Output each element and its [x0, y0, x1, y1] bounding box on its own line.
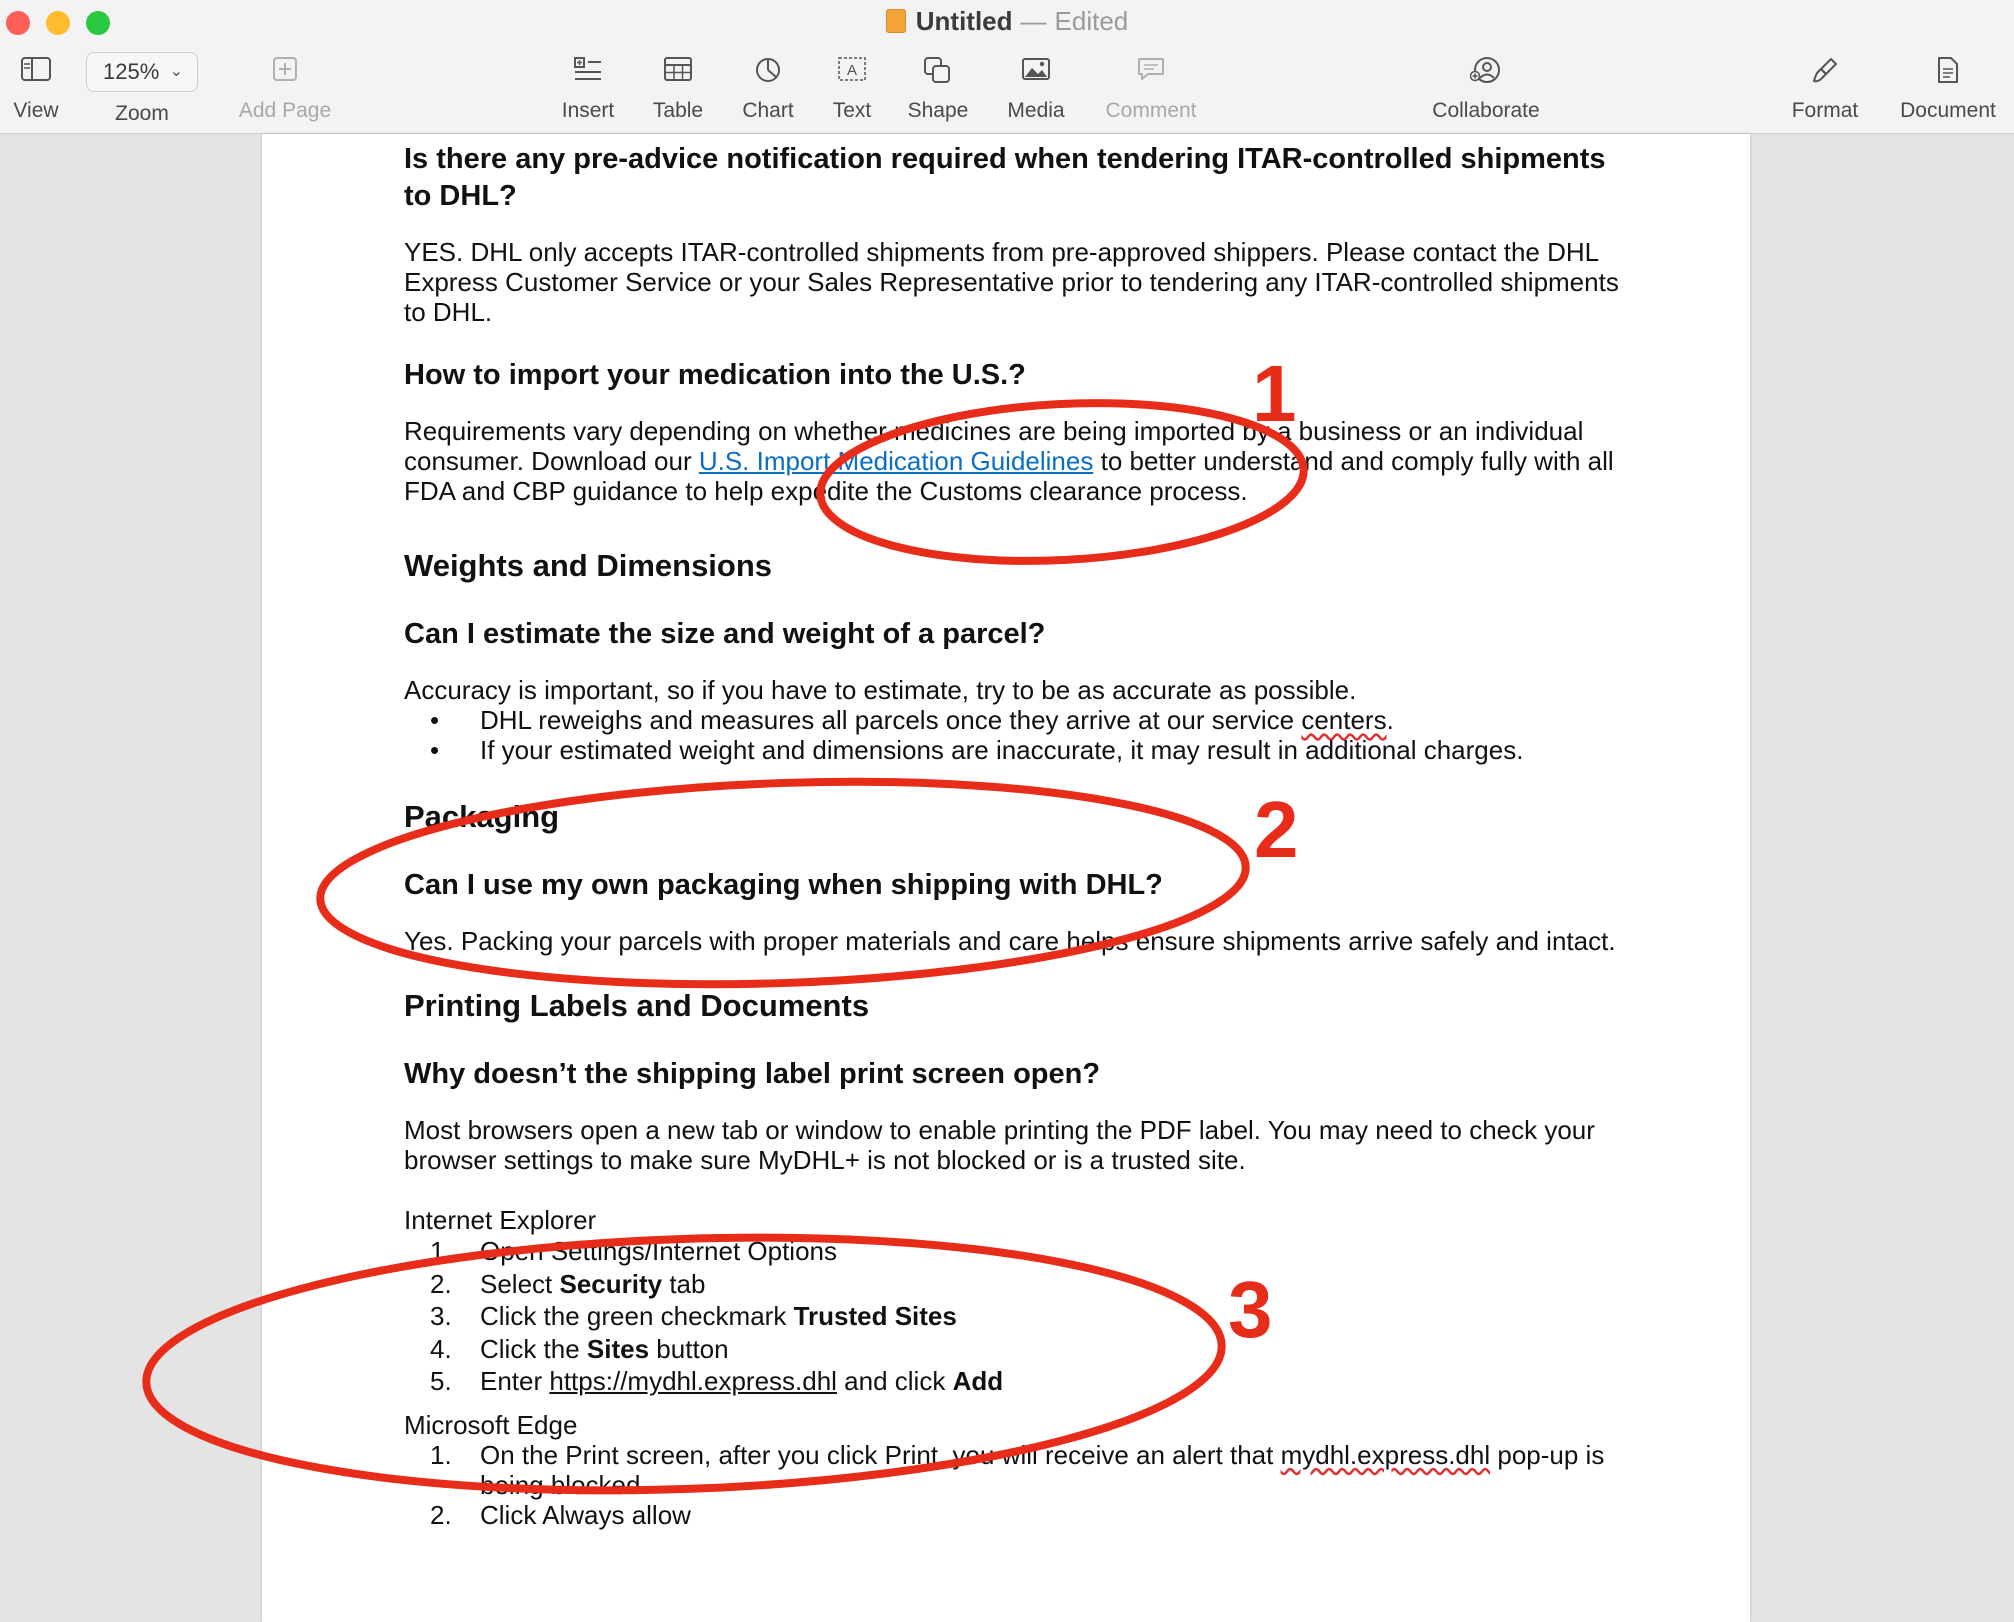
document-label: Document: [1900, 99, 1996, 122]
document-page[interactable]: [262, 134, 1750, 1622]
printing-answer: Most browsers open a new tab or window to enable printing the PDF label. You may need to check your browser settings to make sure MyDHL+ is not blocked or is a trusted site.: [404, 1115, 1595, 1175]
collaborate-label: Collaborate: [1432, 99, 1540, 122]
format-label: Format: [1791, 99, 1859, 122]
paintbrush-icon: [1811, 56, 1839, 84]
step-text-mid: and click: [836, 1366, 953, 1396]
insert-label: Insert: [561, 99, 615, 122]
photo-icon: [1021, 56, 1051, 82]
weights-heading: Weights and Dimensions: [404, 548, 773, 583]
spelling-flagged-word: mydhl.express.dhl: [1280, 1439, 1491, 1470]
step-number: 1.: [430, 1236, 452, 1266]
step-number: 3.: [430, 1301, 452, 1331]
edge-title: Microsoft Edge: [404, 1409, 578, 1440]
insert-button[interactable]: [548, 56, 628, 124]
annotation-number-3: 3: [1228, 1265, 1273, 1354]
table-label: Table: [652, 99, 704, 122]
packaging-answer: Yes. Packing your parcels with proper materials and care helps ensure shipments arrive safely and intact.: [404, 926, 1616, 956]
bullet-text: DHL reweighs and measures all parcels once they arrive at our service: [480, 705, 1295, 735]
pages-document-icon: [886, 9, 906, 33]
list-item: [404, 1333, 1634, 1366]
step-text: Click the: [480, 1333, 587, 1364]
import-medication-guidelines-link[interactable]: U.S. Import Medication Guidelines: [698, 446, 1094, 476]
list-item: [404, 1365, 1634, 1398]
step-text: On the Print screen, after you click Print, you will receive an alert that: [480, 1439, 1274, 1470]
step-number: 4.: [430, 1333, 452, 1364]
list-item: [404, 1300, 1634, 1333]
step-number: 1.: [430, 1439, 452, 1470]
spelling-flagged-word: centers: [1301, 705, 1387, 735]
step-text-end: tab: [662, 1268, 706, 1299]
list-item: [404, 1500, 1634, 1530]
step-text-end: button: [649, 1333, 729, 1364]
medication-answer: [404, 416, 1634, 506]
svg-text:A: A: [846, 62, 858, 79]
window-title: Untitled: [915, 6, 1013, 36]
list-item: [404, 1440, 1620, 1500]
zoom-label: Zoom: [115, 102, 169, 125]
media-button[interactable]: [996, 56, 1076, 124]
medication-answer-part1: Requirements vary depending on whether medicines are being imported by a business or an individual consumer. Download our: [404, 416, 1584, 476]
step-bold-text: Trusted Sites: [793, 1301, 957, 1331]
mydhl-url[interactable]: https://mydhl.express.dhl: [549, 1366, 837, 1396]
sidebar-icon: [20, 56, 52, 82]
ie-title: Internet Explorer: [404, 1205, 597, 1235]
text-label: Text: [832, 99, 872, 122]
annotation-number-1: 1: [1252, 349, 1297, 438]
shape-icon: [923, 56, 953, 84]
bullet-text: If your estimated weight and dimensions are inaccurate, it may result in additional charges.: [480, 735, 1524, 765]
text-box-icon: [837, 56, 867, 82]
toolbar: [0, 0, 2014, 134]
document-body[interactable]: [404, 134, 1634, 1530]
packaging-question: Can I use my own packaging when shipping with DHL?: [404, 869, 1163, 901]
step-bold-text: Add: [952, 1366, 1004, 1396]
step-text: Open Settings/Internet Options: [480, 1236, 837, 1266]
list-item: [404, 1235, 1634, 1268]
document-icon: [1936, 56, 1960, 84]
comment-icon: [1136, 56, 1166, 82]
step-text-end: pop-up is being blocked.: [480, 1439, 1605, 1500]
step-number: 5.: [430, 1366, 452, 1396]
step-text: Enter: [480, 1366, 550, 1396]
add-page-button[interactable]: [226, 56, 344, 124]
table-icon: [663, 56, 693, 82]
window-title-bar: [0, 4, 2014, 38]
chevron-down-icon: ⌄: [169, 63, 183, 80]
media-label: Media: [1007, 99, 1065, 122]
itar-question: Is there any pre-advice notification required when tendering ITAR-controlled shipments to DHL?: [404, 143, 1606, 212]
weights-answer: Accuracy is important, so if you have to estimate, try to be as accurate as possible.: [404, 675, 1357, 705]
step-bold-text: Security: [559, 1268, 663, 1299]
add-page-icon: [272, 56, 298, 82]
chart-label: Chart: [742, 99, 794, 122]
chart-button[interactable]: [730, 56, 806, 124]
edited-status: Edited: [1054, 6, 1129, 36]
collaborate-button[interactable]: [1416, 56, 1556, 124]
annotation-number-2: 2: [1254, 785, 1299, 874]
comment-button[interactable]: [1094, 56, 1208, 124]
list-item: [404, 1268, 1634, 1301]
document-button[interactable]: [1890, 56, 2006, 124]
medication-question: How to import your medication into the U.S.?: [404, 359, 1026, 391]
step-text: Select: [480, 1268, 560, 1299]
edge-steps-list: [404, 1440, 1634, 1530]
format-button[interactable]: [1782, 56, 1868, 124]
step-number: 2.: [430, 1268, 452, 1299]
text-button[interactable]: [820, 56, 884, 124]
zoom-value: 125%: [103, 59, 160, 84]
weights-question: Can I estimate the size and weight of a parcel?: [404, 618, 1046, 650]
pie-chart-icon: [754, 56, 782, 84]
zoom-popup[interactable]: [86, 52, 198, 92]
shape-button[interactable]: [898, 56, 978, 124]
title-separator: —: [1020, 6, 1047, 36]
weights-bullet-list: [404, 705, 1634, 765]
bullet-text-end: .: [1386, 705, 1394, 735]
packaging-heading: Packaging: [404, 799, 560, 834]
shape-label: Shape: [907, 99, 969, 122]
comment-label: Comment: [1105, 99, 1197, 122]
printing-heading: Printing Labels and Documents: [404, 988, 870, 1023]
step-text: Click Always allow: [480, 1499, 691, 1530]
bullet-mark: •: [430, 705, 440, 735]
printing-question: Why doesn’t the shipping label print screen open?: [404, 1058, 1101, 1090]
itar-answer: YES. DHL only accepts ITAR-controlled shipments from pre-approved shippers. Please contact the DHL Express Customer Service or your Sales Representative prior to tendering any ITAR-controlled shipments to DHL.: [404, 237, 1619, 327]
list-item: [404, 735, 1634, 765]
step-bold-text: Sites: [586, 1333, 650, 1364]
bullet-mark: •: [430, 735, 440, 765]
view-label: View: [13, 99, 59, 122]
step-number: 2.: [430, 1499, 452, 1530]
add-page-label: Add Page: [238, 99, 332, 122]
ie-steps-list: [404, 1235, 1634, 1398]
list-item: [404, 705, 1634, 735]
medication-answer-part2: to better understand and comply fully with all FDA and CBP guidance to help expedite the Customs clearance process.: [404, 446, 1614, 506]
view-button[interactable]: [2, 56, 70, 124]
collaborate-icon: [1470, 56, 1502, 84]
insert-icon: [573, 56, 603, 82]
step-text: Click the green checkmark: [480, 1301, 794, 1331]
table-button[interactable]: [640, 56, 716, 124]
